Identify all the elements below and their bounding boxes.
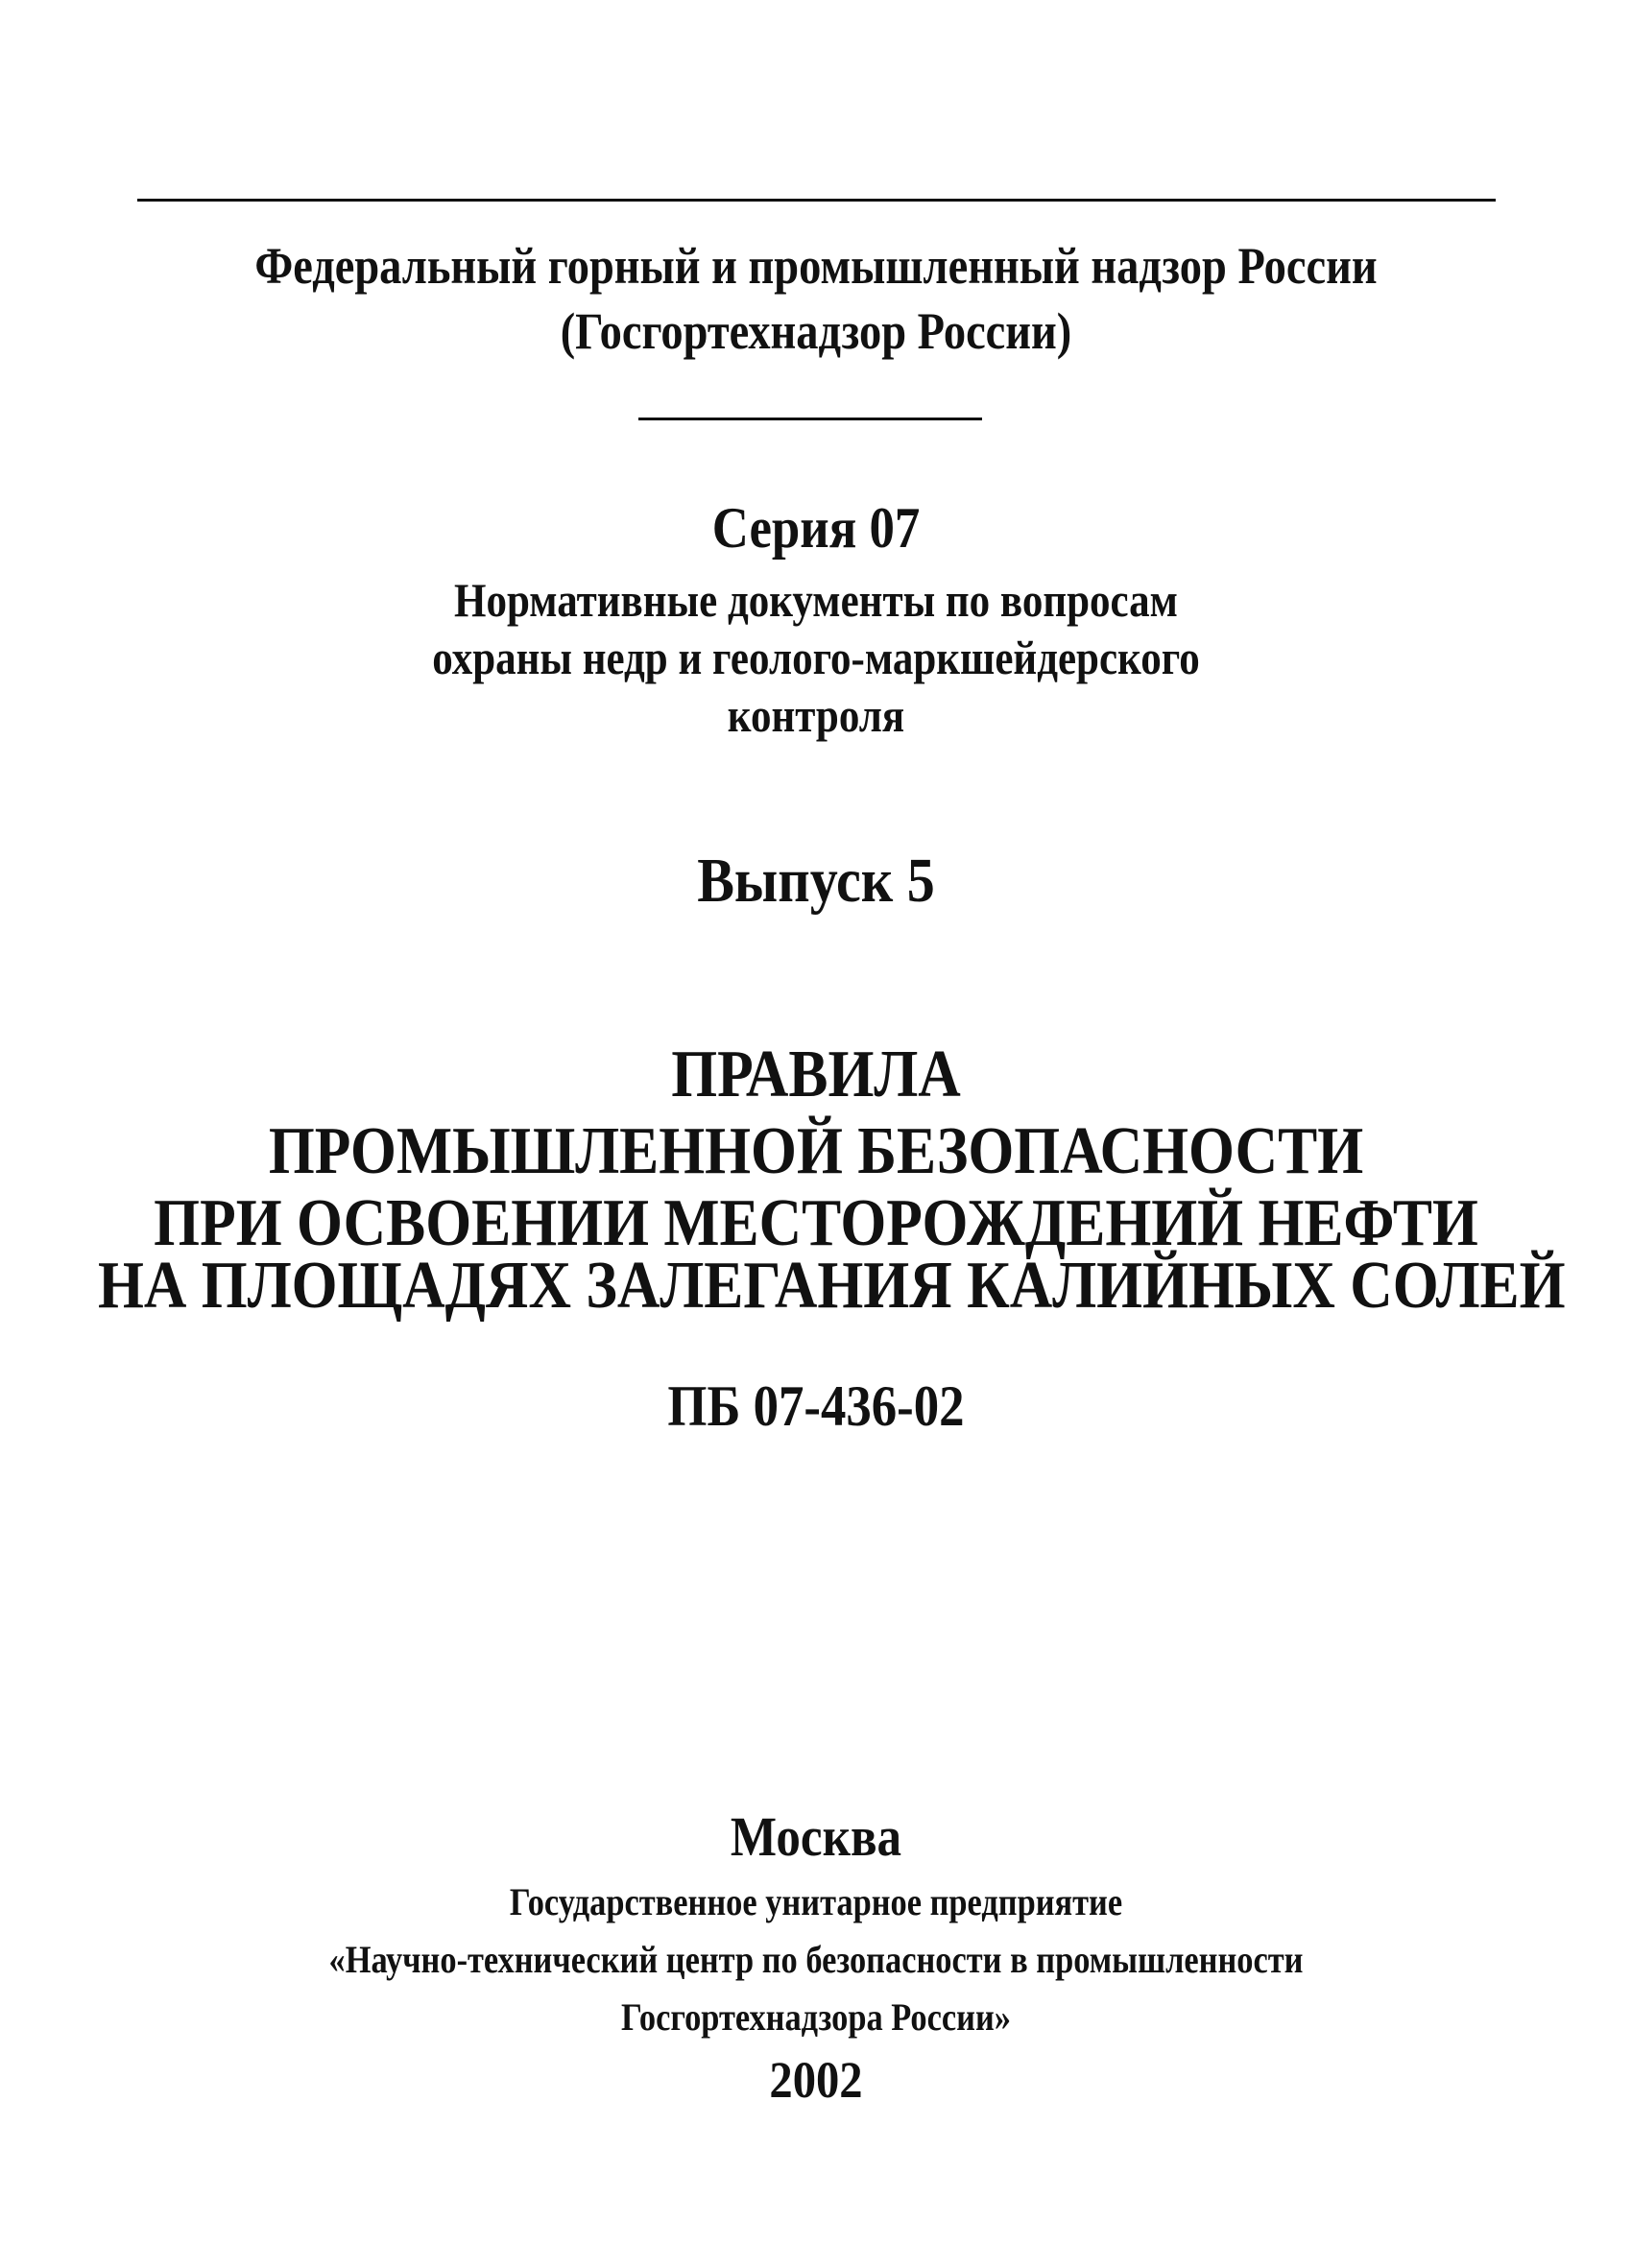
organization-name: Федеральный горный и промышленный надзор России [254,237,1378,295]
issue-number: Выпуск 5 [697,846,935,916]
document-title-line: ПРИ ОСВОЕНИИ МЕСТОРОЖДЕНИЙ НЕФТИ [154,1186,1478,1260]
publication-year: 2002 [769,2051,863,2109]
publisher-line: Госгортехнадзора России» [620,1995,1011,2039]
document-title-line: ПРАВИЛА [671,1038,961,1111]
series-description-line: Нормативные документы по вопросам [454,573,1178,627]
organization-short-name: (Госгортехнадзор России) [560,302,1072,360]
publication-city: Москва [730,1805,902,1868]
top-divider-rule [137,199,1496,202]
series-description-line: контроля [727,688,905,742]
series-title: Серия 07 [711,496,921,560]
document-title-line: НА ПЛОЩАДЯХ ЗАЛЕГАНИЯ КАЛИЙНЫХ СОЛЕЙ [98,1249,1566,1323]
document-title-line: ПРОМЫШЛЕННОЙ БЕЗОПАСНОСТИ [268,1114,1364,1188]
document-code: ПБ 07-436-02 [667,1374,965,1438]
publisher-line: Государственное унитарное предприятие [509,1880,1123,1923]
series-description-line: охраны недр и геолого-маркшейдерского [432,631,1200,684]
short-divider-rule [638,418,982,420]
publisher-line: «Научно-технический центр по безопасности в промышленности [328,1938,1304,1981]
